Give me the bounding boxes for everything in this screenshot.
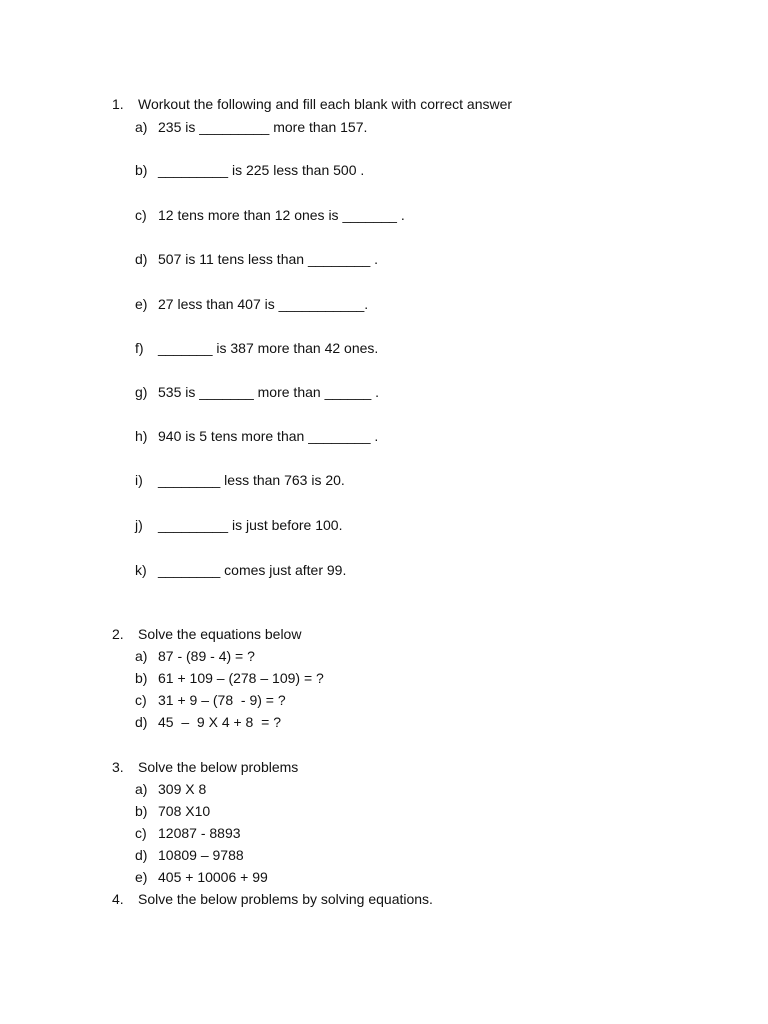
question-number: 1. bbox=[112, 96, 124, 112]
item-label: c) bbox=[135, 692, 147, 708]
item-text: 12 tens more than 12 ones is _______ . bbox=[158, 207, 405, 223]
item-text: 45 – 9 X 4 + 8 = ? bbox=[158, 714, 281, 730]
item-label: d) bbox=[135, 847, 148, 863]
item-text: 405 + 10006 + 99 bbox=[158, 869, 268, 885]
item-text: ________ comes just after 99. bbox=[158, 562, 347, 578]
item-label: e) bbox=[135, 869, 148, 885]
item-label: d) bbox=[135, 714, 148, 730]
item-text: 87 - (89 - 4) = ? bbox=[158, 648, 255, 664]
item-text: 235 is _________ more than 157. bbox=[158, 119, 368, 135]
item-text: _______ is 387 more than 42 ones. bbox=[158, 340, 379, 356]
item-text: 708 X10 bbox=[158, 803, 211, 819]
item-text: _________ is just before 100. bbox=[158, 517, 343, 533]
item-label: b) bbox=[135, 670, 148, 686]
item-text: 535 is _______ more than ______ . bbox=[158, 384, 380, 400]
question-prompt: Solve the equations below bbox=[138, 626, 302, 642]
item-label: a) bbox=[135, 781, 148, 797]
item-label: b) bbox=[135, 162, 148, 178]
item-label: c) bbox=[135, 207, 147, 223]
item-label: j) bbox=[135, 517, 143, 533]
item-label: e) bbox=[135, 296, 148, 312]
item-label: g) bbox=[135, 384, 148, 400]
item-label: a) bbox=[135, 648, 148, 664]
item-label: k) bbox=[135, 562, 147, 578]
question-prompt: Solve the below problems bbox=[138, 759, 299, 775]
item-label: d) bbox=[135, 251, 148, 267]
item-text: 27 less than 407 is ___________. bbox=[158, 296, 369, 312]
question-number: 2. bbox=[112, 626, 124, 642]
item-label: c) bbox=[135, 825, 147, 841]
item-text: 12087 - 8893 bbox=[158, 825, 241, 841]
question-prompt: Workout the following and fill each blank with correct answer bbox=[138, 96, 513, 112]
item-label: i) bbox=[135, 472, 143, 488]
item-label: f) bbox=[135, 340, 144, 356]
question-prompt: Solve the below problems by solving equations. bbox=[138, 891, 433, 907]
item-text: 940 is 5 tens more than ________ . bbox=[158, 428, 379, 444]
item-text: ________ less than 763 is 20. bbox=[158, 472, 345, 488]
item-label: h) bbox=[135, 428, 148, 444]
item-text: 10809 – 9788 bbox=[158, 847, 244, 863]
item-text: _________ is 225 less than 500 . bbox=[158, 162, 365, 178]
item-label: b) bbox=[135, 803, 148, 819]
item-text: 61 + 109 – (278 – 109) = ? bbox=[158, 670, 324, 686]
item-text: 507 is 11 tens less than ________ . bbox=[158, 251, 379, 267]
item-label: a) bbox=[135, 119, 148, 135]
question-number: 4. bbox=[112, 891, 124, 907]
item-text: 31 + 9 – (78 - 9) = ? bbox=[158, 692, 286, 708]
question-number: 3. bbox=[112, 759, 124, 775]
item-text: 309 X 8 bbox=[158, 781, 207, 797]
